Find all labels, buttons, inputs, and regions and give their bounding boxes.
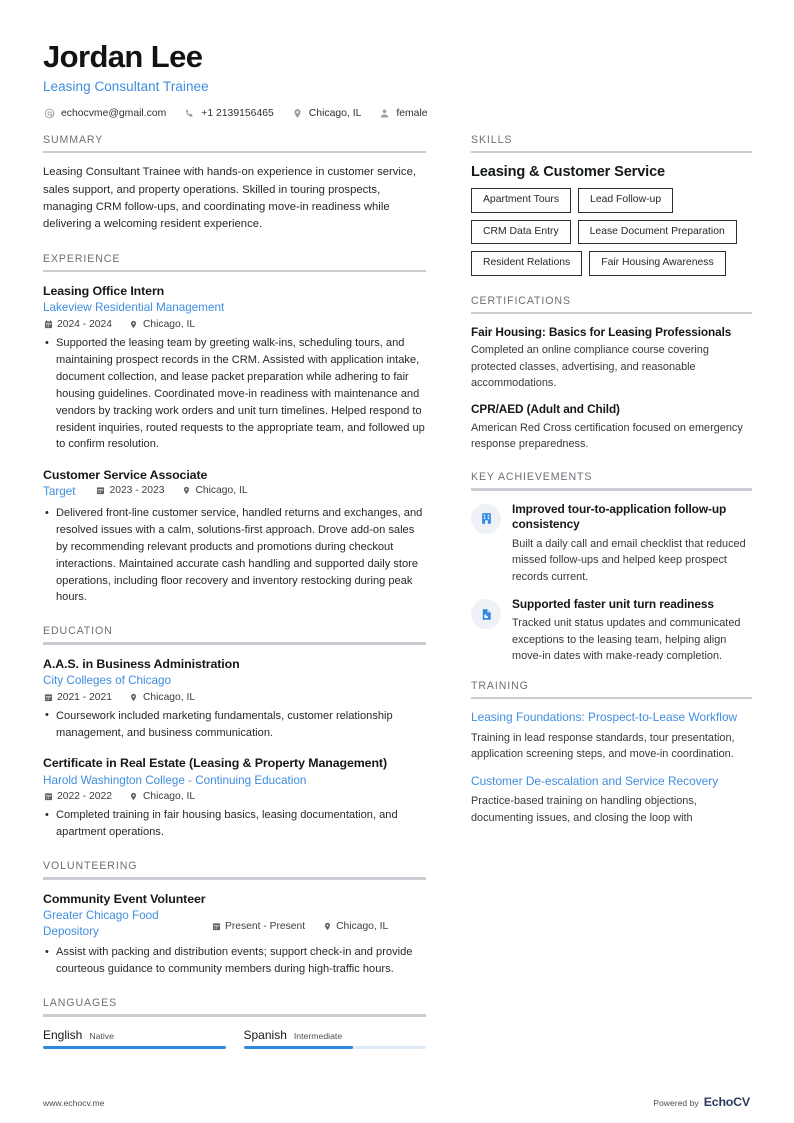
experience-dates-value: 2024 - 2024 bbox=[57, 319, 112, 331]
training-item bbox=[471, 774, 752, 827]
training-title: Leasing Foundations: Prospect-to-Lease Workflow bbox=[471, 710, 738, 725]
location-pin-icon bbox=[129, 692, 139, 702]
experience-company: Lakeview Residential Management bbox=[43, 301, 225, 315]
calendar-icon bbox=[43, 320, 53, 330]
language-progress-bar bbox=[244, 1046, 427, 1049]
contact-email-value: echocvme@gmail.com bbox=[61, 107, 167, 119]
achievement-body bbox=[512, 597, 752, 665]
achievement-item bbox=[471, 502, 752, 585]
location-pin-icon bbox=[129, 792, 139, 802]
section-divider bbox=[43, 1014, 426, 1017]
training-description: Practice-based training on handling objections, documenting issues, and closing the loop with bbox=[471, 795, 697, 824]
certification-title: CPR/AED (Adult and Child) bbox=[471, 402, 620, 417]
location-pin-icon bbox=[129, 320, 139, 330]
education-item bbox=[43, 755, 426, 841]
calendar-icon bbox=[43, 692, 53, 702]
certification-description: Completed an online compliance course covering protected classes, advertising, and reasonable accommodations. bbox=[471, 344, 709, 390]
contact-gender bbox=[378, 107, 427, 120]
summary-text: Leasing Consultant Trainee with hands-on experience in customer service, sales support, and property operations. Skilled in touring prospects, managing CRM follow-ups, and coordinating move-in readiness while delivering a welcoming resident experience. bbox=[43, 166, 417, 231]
section-training bbox=[471, 680, 752, 827]
language-level: Native bbox=[89, 1030, 114, 1041]
language-progress-fill bbox=[244, 1046, 354, 1049]
experience-dates bbox=[95, 485, 164, 496]
experience-location-value: Chicago, IL bbox=[195, 485, 248, 497]
building-icon bbox=[480, 512, 493, 525]
education-school: Harold Washington College - Continuing Education bbox=[43, 773, 307, 787]
training-item bbox=[471, 710, 752, 763]
section-divider bbox=[43, 270, 426, 273]
education-dates-value: 2021 - 2021 bbox=[57, 691, 112, 703]
section-divider bbox=[471, 151, 752, 154]
bullet: • Assist with packing and distribution events; support check-in and provide courteous guidance to community members during high-traffic hours. bbox=[43, 944, 426, 978]
language-list bbox=[43, 1028, 426, 1049]
contact-location bbox=[291, 107, 362, 120]
section-divider bbox=[43, 877, 426, 880]
certification-title: Fair Housing: Basics for Leasing Professionals bbox=[471, 325, 732, 340]
skill-chip: Resident Relations bbox=[471, 251, 582, 275]
calendar-icon bbox=[95, 486, 105, 496]
training-title: Customer De-escalation and Service Recovery bbox=[471, 773, 719, 788]
resume-body bbox=[43, 134, 750, 1051]
volunteering-item bbox=[43, 891, 426, 978]
volunteering-location-value: Chicago, IL bbox=[336, 920, 389, 932]
left-column bbox=[43, 134, 426, 1051]
calendar-icon bbox=[211, 921, 221, 931]
experience-subrow bbox=[43, 484, 426, 500]
language-head bbox=[244, 1028, 427, 1042]
volunteering-organization: Greater Chicago Food Depository bbox=[43, 908, 159, 938]
education-meta bbox=[43, 692, 426, 703]
experience-company: Target bbox=[43, 485, 76, 499]
location-pin-icon bbox=[322, 921, 332, 931]
section-divider bbox=[471, 312, 752, 315]
experience-meta bbox=[95, 485, 247, 496]
skill-chip: CRM Data Entry bbox=[471, 220, 571, 244]
section-title-key-achievements: KEY ACHIEVEMENTS bbox=[471, 471, 593, 484]
training-description: Training in lead response standards, tour presentation, application screening steps, and move-in coordination. bbox=[471, 731, 735, 761]
footer-brand-name: EchoCV bbox=[703, 1095, 750, 1109]
achievement-icon-wrap bbox=[471, 599, 501, 629]
section-title-education: EDUCATION bbox=[43, 625, 113, 638]
experience-item bbox=[43, 283, 426, 453]
education-dates bbox=[43, 791, 112, 802]
section-key-achievements bbox=[471, 471, 752, 664]
document-icon bbox=[480, 608, 493, 621]
experience-location-value: Chicago, IL bbox=[142, 319, 196, 331]
skills-group-title: Leasing & Customer Service bbox=[471, 164, 665, 181]
candidate-name: Jordan Lee bbox=[43, 39, 203, 74]
education-location bbox=[129, 791, 195, 802]
education-bullets bbox=[43, 708, 426, 742]
section-divider bbox=[43, 642, 426, 645]
section-title-experience: EXPERIENCE bbox=[43, 252, 121, 265]
education-dates-value: 2022 - 2022 bbox=[57, 791, 112, 803]
experience-location bbox=[129, 319, 195, 330]
section-title-summary: SUMMARY bbox=[43, 133, 104, 146]
footer-branding bbox=[653, 1095, 750, 1109]
contact-email[interactable] bbox=[43, 107, 166, 120]
section-experience bbox=[43, 253, 426, 607]
education-dates bbox=[43, 692, 112, 703]
email-icon bbox=[43, 107, 56, 120]
experience-title: Leasing Office Intern bbox=[43, 284, 165, 299]
experience-bullets bbox=[43, 335, 426, 453]
experience-dates bbox=[43, 319, 112, 330]
section-title-certifications: CERTIFICATIONS bbox=[471, 294, 571, 307]
education-school: City Colleges of Chicago bbox=[43, 673, 171, 687]
section-title-volunteering: VOLUNTEERING bbox=[43, 860, 138, 873]
experience-dates-value: 2023 - 2023 bbox=[109, 485, 165, 497]
certification-item bbox=[471, 325, 752, 391]
skill-chip-list bbox=[471, 188, 752, 275]
certification-description: American Red Cross certification focused on emergency response preparedness. bbox=[471, 421, 743, 451]
contact-phone-value: +1 2139156465 bbox=[201, 107, 274, 119]
achievement-title: Supported faster unit turn readiness bbox=[512, 597, 714, 611]
language-name: Spanish bbox=[243, 1027, 287, 1042]
section-skills bbox=[471, 134, 752, 276]
section-title-languages: LANGUAGES bbox=[43, 997, 118, 1010]
contact-list bbox=[43, 107, 750, 120]
language-item bbox=[244, 1028, 427, 1049]
bullet: • Coursework included marketing fundamentals, customer relationship management, and business communication. bbox=[43, 708, 426, 742]
education-item bbox=[43, 656, 426, 742]
language-item bbox=[43, 1028, 226, 1049]
experience-item bbox=[43, 467, 426, 606]
skill-chip: Apartment Tours bbox=[471, 188, 571, 212]
skill-chip: Lead Follow-up bbox=[578, 188, 673, 212]
resume-header bbox=[43, 40, 750, 120]
section-volunteering bbox=[43, 860, 426, 978]
right-column bbox=[471, 134, 752, 828]
location-pin-icon bbox=[291, 107, 304, 120]
skill-chip: Fair Housing Awareness bbox=[589, 251, 725, 275]
volunteering-dates-value: Present - Present bbox=[225, 920, 306, 932]
education-location bbox=[129, 692, 195, 703]
experience-bullets bbox=[43, 505, 426, 606]
section-summary bbox=[43, 134, 426, 234]
education-degree: A.A.S. in Business Administration bbox=[43, 656, 240, 671]
education-meta bbox=[43, 791, 426, 802]
language-progress-fill bbox=[43, 1046, 226, 1049]
resume-footer bbox=[43, 1095, 750, 1109]
section-divider bbox=[43, 151, 426, 154]
footer-powered-by: Powered by bbox=[653, 1098, 699, 1108]
phone-icon bbox=[183, 107, 196, 120]
person-icon bbox=[378, 107, 391, 120]
experience-meta bbox=[43, 319, 426, 330]
volunteering-location bbox=[322, 921, 388, 932]
language-head bbox=[43, 1028, 226, 1042]
volunteering-bullets bbox=[43, 944, 426, 978]
language-name: English bbox=[43, 1027, 83, 1042]
achievement-title: Improved tour-to-application follow-up consistency bbox=[512, 501, 727, 532]
language-progress-bar bbox=[43, 1046, 226, 1049]
volunteering-title: Community Event Volunteer bbox=[43, 891, 206, 906]
section-education bbox=[43, 625, 426, 841]
language-level: Intermediate bbox=[293, 1030, 343, 1041]
bullet: • Completed training in fair housing basics, leasing documentation, and apartment operations. bbox=[43, 807, 426, 841]
contact-gender-value: female bbox=[396, 107, 428, 119]
education-location-value: Chicago, IL bbox=[142, 791, 196, 803]
experience-location bbox=[181, 485, 247, 496]
achievement-body bbox=[512, 502, 752, 585]
skill-chip: Lease Document Preparation bbox=[578, 220, 737, 244]
achievement-item bbox=[471, 597, 752, 665]
section-divider bbox=[471, 697, 752, 700]
certification-item bbox=[471, 402, 752, 452]
footer-url[interactable]: www.echocv.me bbox=[43, 1098, 105, 1108]
candidate-job-title: Leasing Consultant Trainee bbox=[43, 78, 209, 94]
contact-phone[interactable] bbox=[183, 107, 274, 120]
achievement-icon-wrap bbox=[471, 504, 501, 534]
volunteering-dates bbox=[211, 921, 305, 932]
education-location-value: Chicago, IL bbox=[142, 691, 196, 703]
education-bullets bbox=[43, 807, 426, 841]
experience-title: Customer Service Associate bbox=[43, 468, 208, 483]
bullet: • Supported the leasing team by greeting walk-ins, scheduling tours, and maintaining prospect records in the CRM. Assisted with application intake, document collection, and lease packet preparation while adhering to fair housing guidelines. Coordinated move-in readiness with maintenance and vendors by tracking work orders and unit turn timelines. Helped respond to resident inquiries, routed requests to the appropriate team, and followed up to confirm resolution. bbox=[43, 335, 426, 453]
achievement-description: Tracked unit status updates and communicated exceptions to the leasing team, helping align move-in dates with make-ready completion. bbox=[512, 617, 741, 663]
calendar-icon bbox=[43, 792, 53, 802]
bullet: • Delivered front-line customer service, handled returns and exchanges, and resolved issues with a calm, solutions-first approach. Drove add-on sales by recommending relevant products and promotions during checkout interactions. Maintained accurate cash handling and supported daily store operations, including floor recovery and inventory restocking during peak hours. bbox=[43, 505, 426, 606]
section-title-skills: SKILLS bbox=[471, 133, 513, 146]
volunteering-meta bbox=[211, 908, 388, 932]
education-degree: Certificate in Real Estate (Leasing & Property Management) bbox=[43, 756, 387, 771]
volunteering-subrow bbox=[43, 908, 426, 940]
achievement-description: Built a daily call and email checklist that reduced missed follow-ups and helped keep prospect records current. bbox=[512, 537, 746, 583]
section-divider bbox=[471, 488, 752, 491]
contact-location-value: Chicago, IL bbox=[308, 107, 362, 119]
section-certifications bbox=[471, 295, 752, 453]
section-languages bbox=[43, 997, 426, 1049]
section-title-training: TRAINING bbox=[471, 679, 529, 692]
location-pin-icon bbox=[181, 486, 191, 496]
